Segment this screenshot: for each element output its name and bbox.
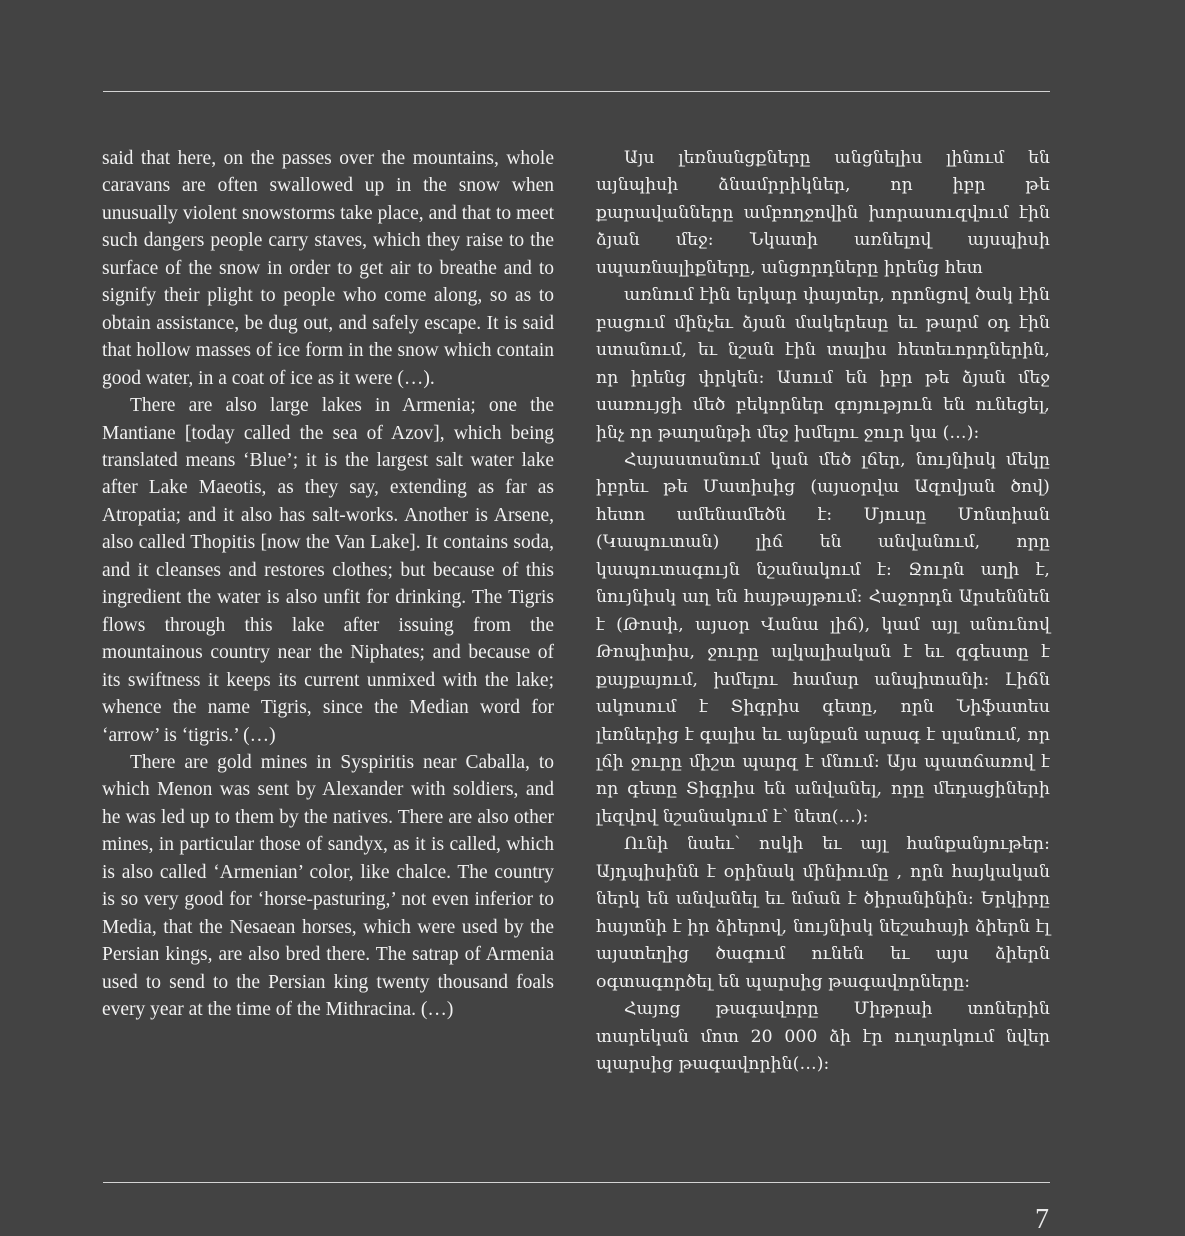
armenian-paragraph: Հայաստանում կան մեծ լճեր, նույնիսկ մեկը իբրեւ թե Մատիսից (այսօրվա Ազովյան ծով) հետո ամենամեծն է: Մյուսը Մոնտիան (Կապուտան) լիճ են անվանում, որը կապուտագույն նշանակում է: Ջուրն աղի է, նույնիսկ աղ են հայթայթում: Հաջորդն Արսեննեն է (Թոսփ, այսօր Վանա լիճ), կամ այլ անունով Թոպիտիս, ջուրը ալկալիական է եւ զգեստը է քայքայում, խմելու համար անպիտանի: Լիճն ակոսում է Տիգրիս գետը, որն Նիֆատես լեռներից է գալիս եւ այնքան արագ է սլանում, որ լճի ջուրը միշտ պարզ է մնում: Այս պատճառով է որ գետը Տիգրիս են անվանել, որը մեդացիների լեզվով նշանակում է՝ նետ(…): [596, 449, 1050, 827]
english-text-column [102, 145, 554, 1024]
armenian-paragraph: Հայոց թագավորը Միթրաի տոներին տարեկան մոտ 20 000 ձի էր ուղարկում նվեր պարսից թագավորին(…): [596, 999, 1050, 1074]
english-paragraph: There are gold mines in Syspiritis near Caballa, to which Menon was sent by Alexander with soldiers, and he was led up to them by the natives. There are also other mines, in particular those of sandyx, as it is called, which is also called ‘Armenian’ color, like chalce. The country is so very good for ‘horse-pasturing,’ not even inferior to Media, that the Nesaean horses, which were used by the Persian kings, are also bred there. The satrap of Armenia used to send to the Persian king twenty thousand foals every year at the time of the Mithracina. (…) [102, 751, 554, 1021]
armenian-paragraph: Այս լեռնանցքները անցնելիս լինում են այնպիսի ձնամրրիկներ, որ իբր թե քարավանները ամբողջովին խորասուզվում էին ձյան մեջ: Նկատի առնելով այսպիսի սպառնալիքները, անցորդները իրենց հետ [596, 148, 1050, 278]
bottom-divider [103, 1182, 1050, 1183]
armenian-text-column [596, 145, 1050, 1078]
english-paragraph: There are also large lakes in Armenia; one the Mantiane [today called the sea of Azov], which being translated means ‘Blue’; it is the largest salt water lake after Lake Maeotis, as they say, extending as far as Atropatia; and it also has salt-works. Another is Arsene, also called Thopitis [now the Van Lake]. It contains soda, and it cleanses and restores clothes; but because of this ingredient the water is also unfit for drinking. The Tigris flows through this lake after issuing from the mountainous country near the Niphates; and because of its swiftness it keeps its current unmixed with the lake; whence the name Tigris, since the Median word for ‘arrow’ is ‘tigris.’ (…) [102, 395, 554, 746]
top-divider [103, 91, 1050, 92]
page-number: 7 [1035, 1204, 1049, 1235]
armenian-paragraph: Ունի նաեւ՝ ոսկի եւ այլ հանքանյութեր: Այդպիսինն է օրինակ մինիումը , որն հայկական ներկ են անվանել եւ նման է ծիրանինին: Երկիրը հայտնի է իր ձիերով, նույնիսկ նեշահայի ձիերն էլ այստեղից ծագում ունեն եւ այս ձիերն օգտագործել են պարսից թագավորները: [596, 834, 1050, 992]
english-paragraph: said that here, on the passes over the mountains, whole caravans are often swallowed up in the snow when unusually violent snowstorms take place, and that to meet such dangers people carry staves, which they raise to the surface of the snow in order to get air to breathe and to signify their plight to people who come along, so as to obtain assistance, be dug out, and safely escape. It is said that hollow masses of ice form in the snow which contain good water, in a coat of ice as it were (…). [102, 148, 554, 389]
armenian-paragraph: առնում էին երկար փայտեր, որոնցով ծակ էին բացում մինչեւ ձյան մակերեսը եւ թարմ օդ էին ստանում, եւ նշան էին տալիս հետեւորդներին, որ իրենց փրկեն: Ասում են իբր թե ձյան մեջ սառույցի մեծ բեկորներ գոյություն են ունեցել, ինչ որ թաղանթի մեջ խմելու ջուր կա (…): [596, 285, 1050, 443]
